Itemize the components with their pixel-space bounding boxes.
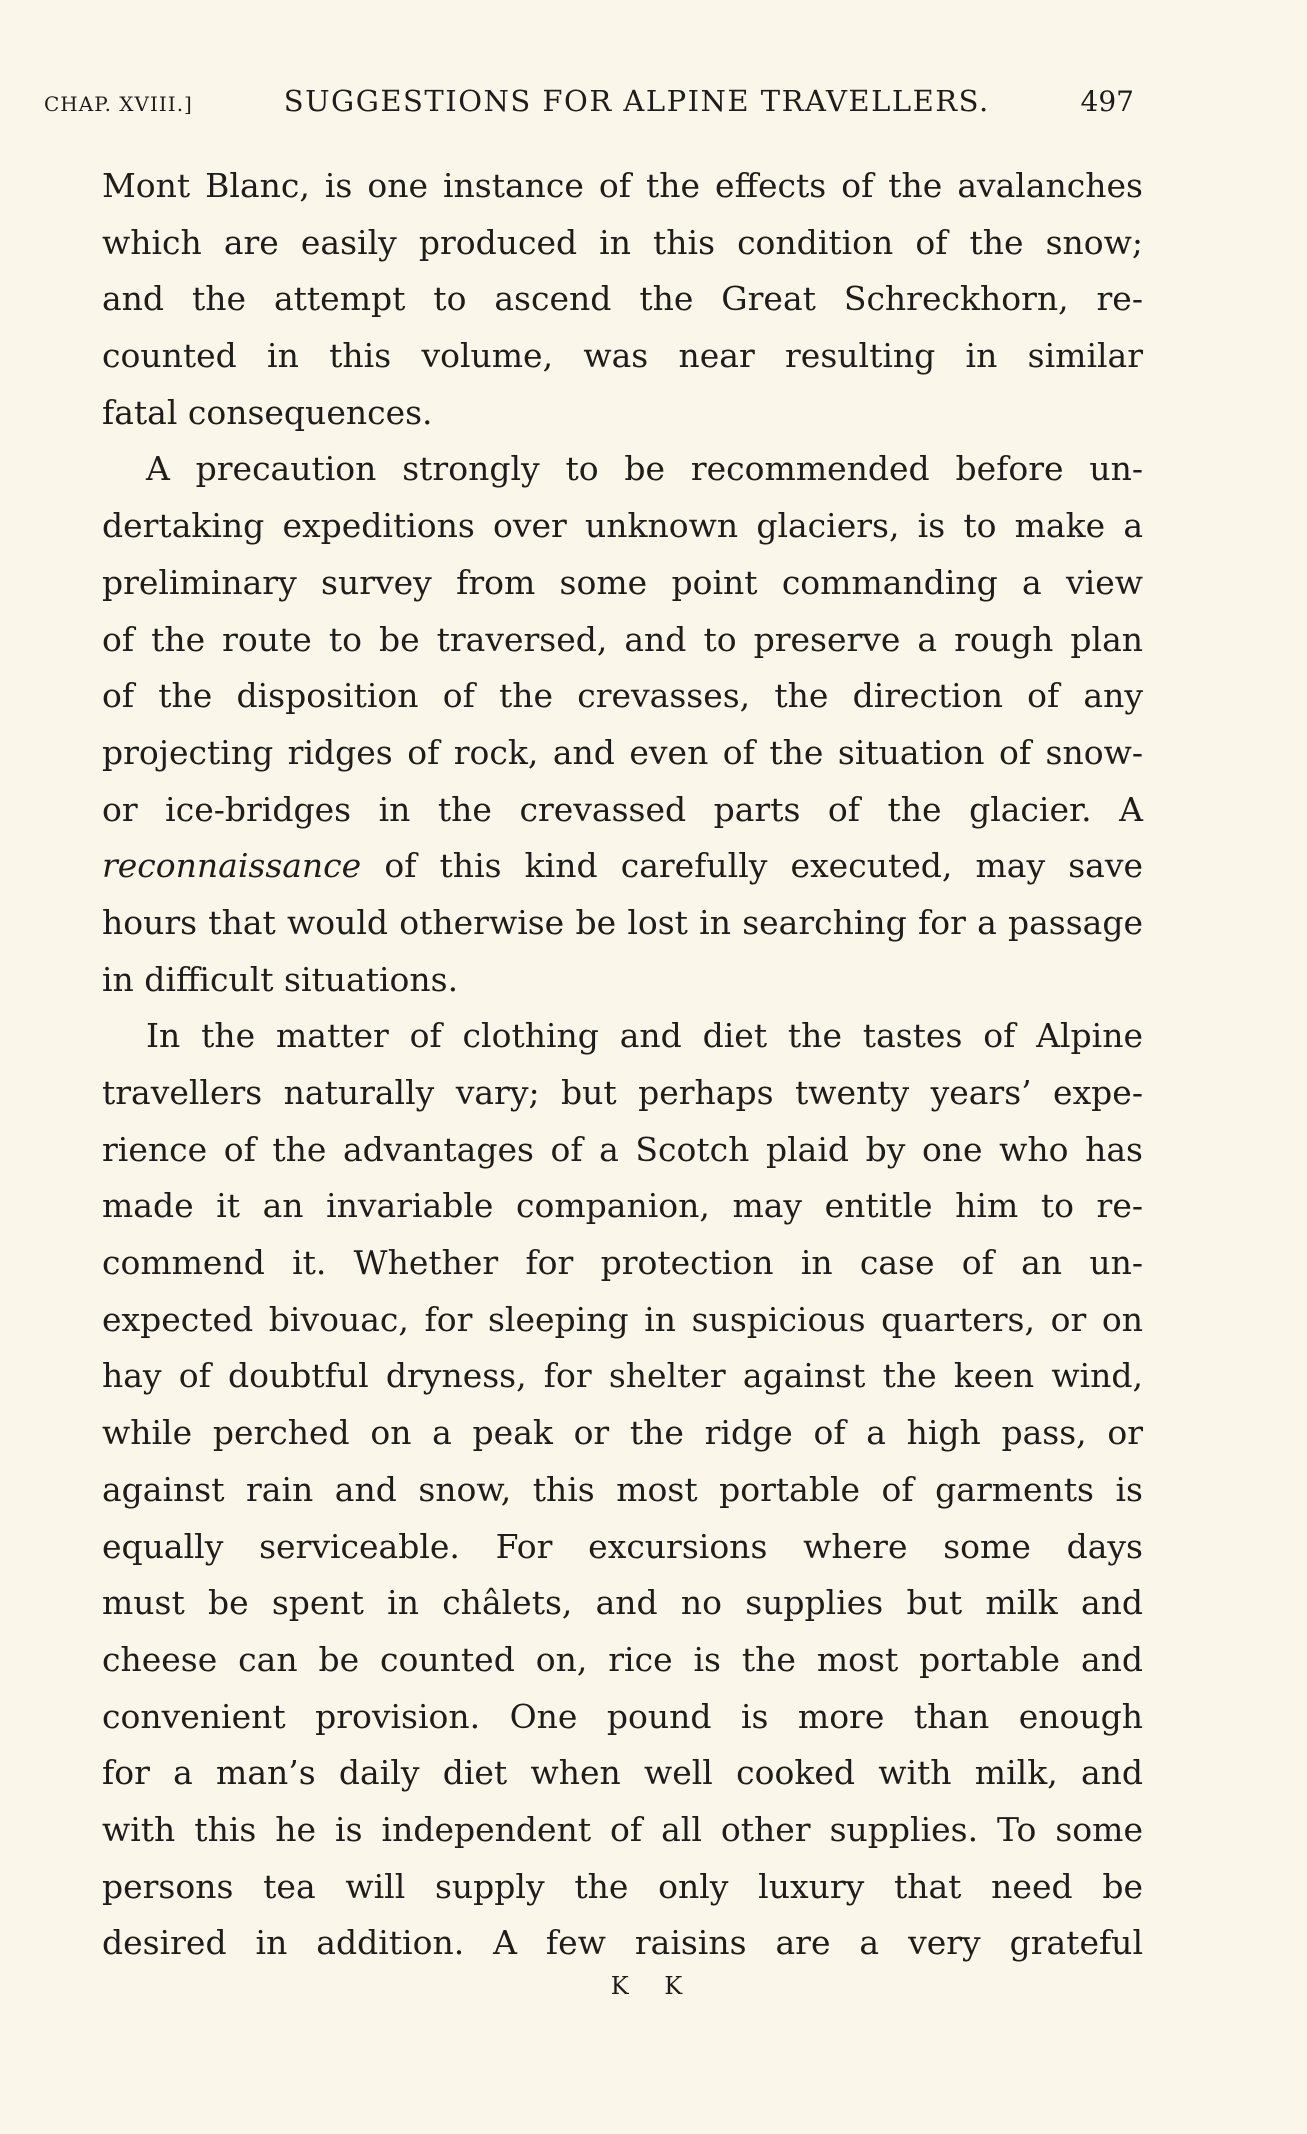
body-text	[102, 158, 1143, 1972]
chapter-reference: CHAP. XVIII.]	[44, 92, 193, 116]
signature-mark: K K	[610, 1972, 697, 2000]
text-line: desired in addition. A few raisins are a very grateful	[102, 1923, 1143, 1963]
text-line: for a man’s daily diet when well cooked with milk, and	[102, 1753, 1143, 1793]
text-line: of the disposition of the crevasses, the direction of any	[102, 676, 1143, 716]
text-line: travellers naturally vary; but perhaps twenty years’ expe-	[102, 1073, 1143, 1112]
running-title: SUGGESTIONS FOR ALPINE TRAVELLERS.	[283, 84, 990, 118]
text-line: must be spent in châlets, and no supplies but milk and	[102, 1583, 1143, 1623]
text-line: equally serviceable. For excursions where some days	[102, 1526, 1143, 1566]
text-line: of the route to be traversed, and to preserve a rough plan	[102, 619, 1143, 659]
text-line: A precaution strongly to be recommended before un-	[146, 449, 1143, 489]
text-line: persons tea will supply the only luxury that need be	[102, 1866, 1143, 1906]
text-line: preliminary survey from some point commanding a view	[102, 562, 1143, 602]
italic-term: reconnaissance	[102, 846, 362, 886]
text-line: commend it. Whether for protection in case of an un-	[102, 1243, 1143, 1283]
text-line: in difficult situations.	[102, 959, 459, 999]
text-line: projecting ridges of rock, and even of the situation of snow-	[102, 732, 1143, 772]
page-number: 497	[1080, 85, 1134, 118]
text-line-rest: of this kind carefully executed, may save	[384, 846, 1143, 886]
text-line: Mont Blanc, is one instance of the effects of the avalanches	[102, 166, 1143, 205]
text-line: or ice-bridges in the crevassed parts of the glacier. A	[102, 789, 1143, 829]
text-line: hay of doubtful dryness, for shelter against the keen wind,	[102, 1356, 1143, 1396]
text-line: expected bivouac, for sleeping in suspicious quarters, or on	[102, 1299, 1143, 1339]
text-line: and the attempt to ascend the Great Schreckhorn, re-	[102, 279, 1143, 319]
running-header	[44, 84, 1134, 124]
text-line: In the matter of clothing and diet the tastes of Alpine	[146, 1016, 1143, 1056]
text-line: rience of the advantages of a Scotch plaid by one who has	[102, 1129, 1143, 1169]
text-line: cheese can be counted on, rice is the most portable and	[102, 1639, 1143, 1679]
text-line: dertaking expeditions over unknown glaciers, is to make a	[102, 506, 1143, 546]
text-line: made it an invariable companion, may entitle him to re-	[102, 1186, 1143, 1226]
text-line: against rain and snow, this most portable of garments is	[102, 1469, 1143, 1509]
text-line: with this he is independent of all other supplies. To some	[102, 1809, 1143, 1849]
text-line	[102, 838, 1143, 895]
text-line: convenient provision. One pound is more than enough	[102, 1696, 1143, 1736]
text-line: fatal consequences.	[102, 392, 433, 432]
text-line: while perched on a peak or the ridge of a high pass, or	[102, 1413, 1143, 1453]
text-line: which are easily produced in this condition of the snow;	[102, 222, 1143, 262]
text-line: counted in this volume, was near resulting in similar	[102, 336, 1143, 376]
text-line: hours that would otherwise be lost in searching for a passage	[102, 902, 1143, 942]
